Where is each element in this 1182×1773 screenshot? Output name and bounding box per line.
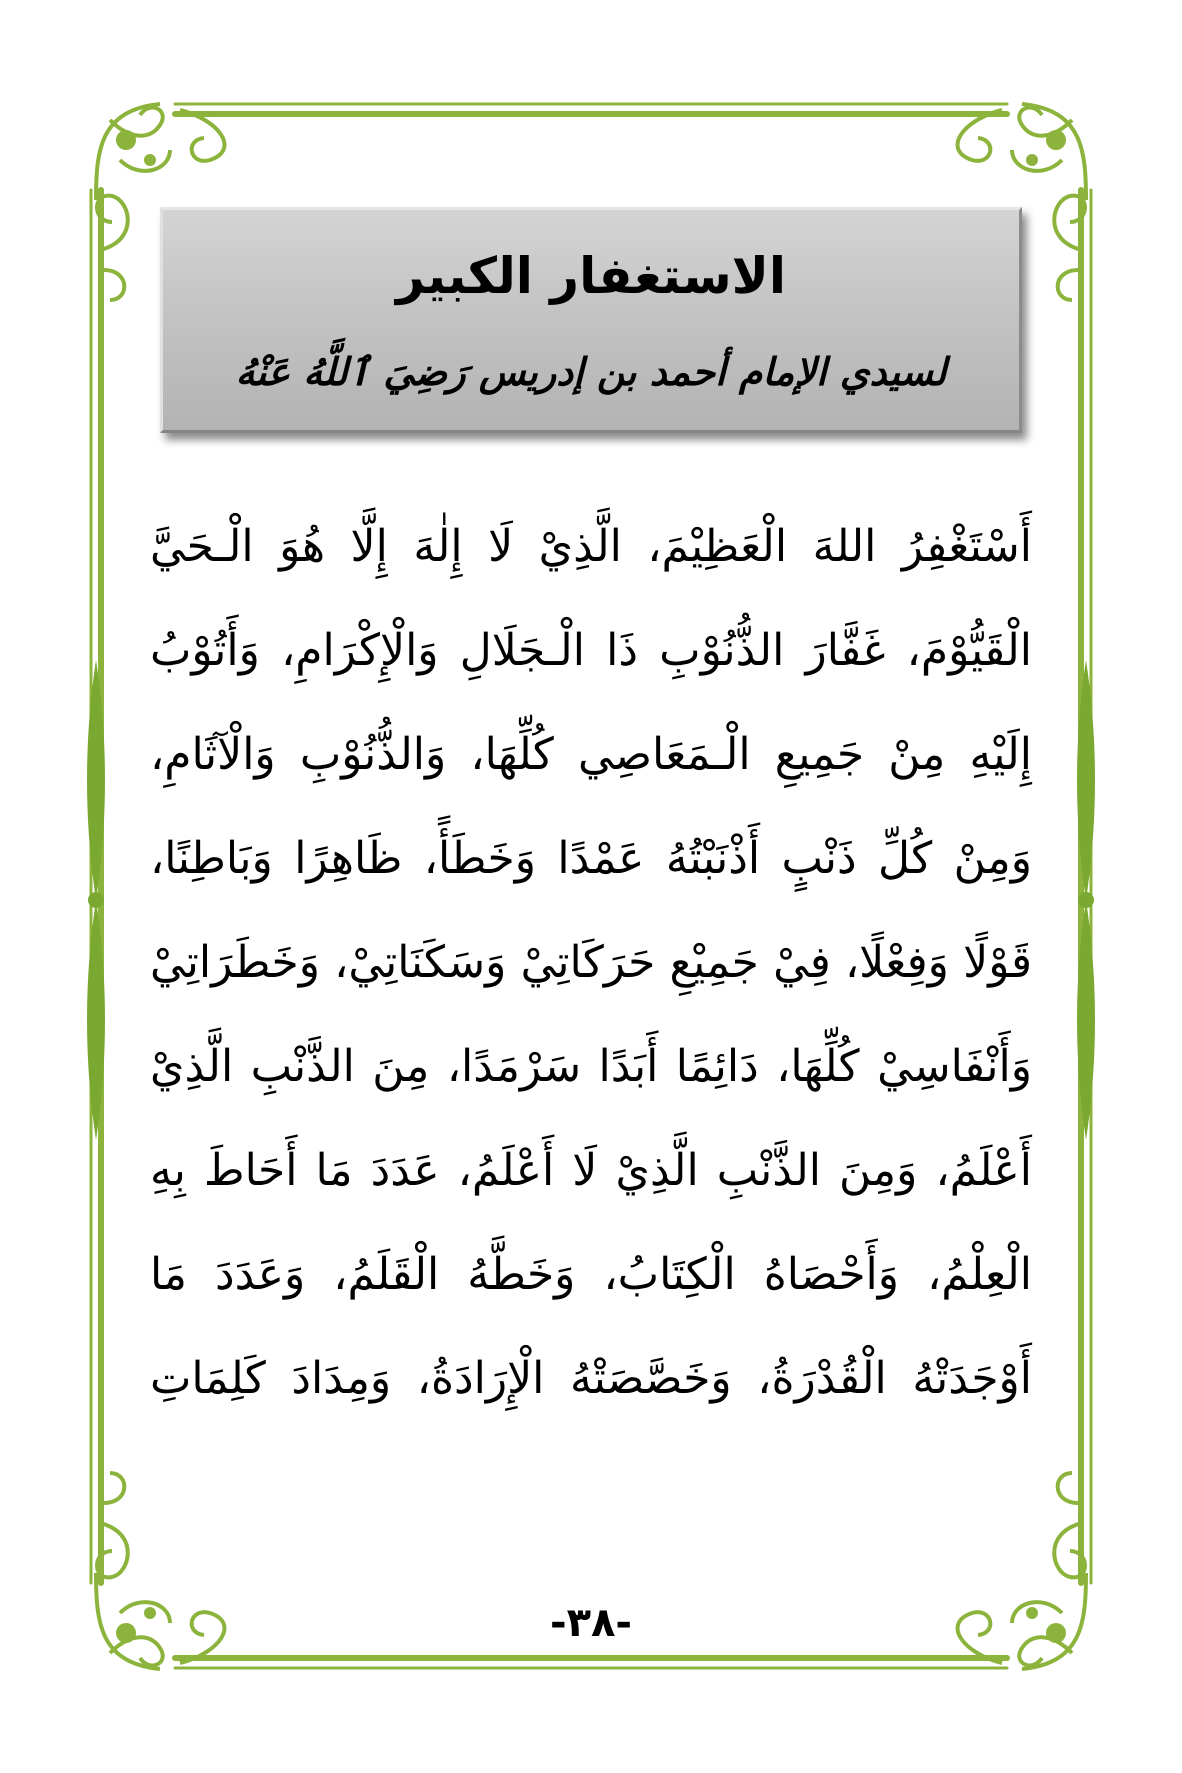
leaf-side-ornament-left	[87, 660, 105, 1140]
floral-corner-ornament-bottom-left	[96, 1523, 224, 1669]
text-line: وَمِنْ كُلِّ ذَنْبٍ أَذْنَبْتُهُ عَمْدًا وَخَطَأً، ظَاهِرًا وَبَاطِنًا،	[150, 833, 1032, 884]
text-line: قَوْلًا وَفِعْلًا، فِيْ جَمِيْعِ حَرَكَاتِيْ وَسَكَنَاتِيْ، وَخَطَرَاتِيْ	[150, 937, 1032, 988]
text-line: الْعِلْمُ، وَأَحْصَاهُ الْكِتَابُ، وَخَطَّهُ الْقَلَمُ، وَعَدَدَ مَا	[150, 1249, 1032, 1300]
leaf-side-ornament-right	[1077, 660, 1095, 1140]
text-line: أَسْتَغْفِرُ اللهَ الْعَظِيْمَ، الَّذِيْ لَا إِلٰهَ إِلَّا هُوَ الْـحَيَّ	[150, 521, 1032, 572]
text-line: وَأَنْفَاسِيْ كُلِّهَا، دَائِمًا أَبَدًا سَرْمَدًا، مِنَ الذَّنْبِ الَّذِيْ	[150, 1041, 1032, 1092]
body-text	[150, 495, 1032, 1431]
page-number: -٣٨-	[549, 1600, 633, 1646]
text-line: الْقَيُّوْمَ، غَفَّارَ الذُّنُوْبِ ذَا الْـجَلَالِ وَالْإِكْرَامِ، وَأَتُوْبُ	[150, 625, 1032, 676]
page-title: الاستغفار الكبير	[395, 247, 787, 305]
page-subtitle: لسيدي الإمام أحمد بن إدريس رَضِيَ ٱللَّهُ عَنْهُ	[235, 350, 947, 394]
text-line: أَعْلَمُ، وَمِنَ الذَّنْبِ الَّذِيْ لَا أَعْلَمُ، عَدَدَ مَا أَحَاطَ بِهِ	[150, 1145, 1032, 1196]
title-banner	[160, 207, 1022, 433]
floral-corner-ornament-bottom-right	[958, 1523, 1086, 1669]
text-line: أَوْجَدَتْهُ الْقُدْرَةُ، وَخَصَّصَتْهُ الْإِرَادَةُ، وَمِدَادَ كَلِمَاتِ	[150, 1353, 1032, 1404]
text-line: إِلَيْهِ مِنْ جَمِيعِ الْـمَعَاصِي كُلِّهَا، وَالذُّنُوْبِ وَالْآثَامِ،	[150, 729, 1032, 780]
